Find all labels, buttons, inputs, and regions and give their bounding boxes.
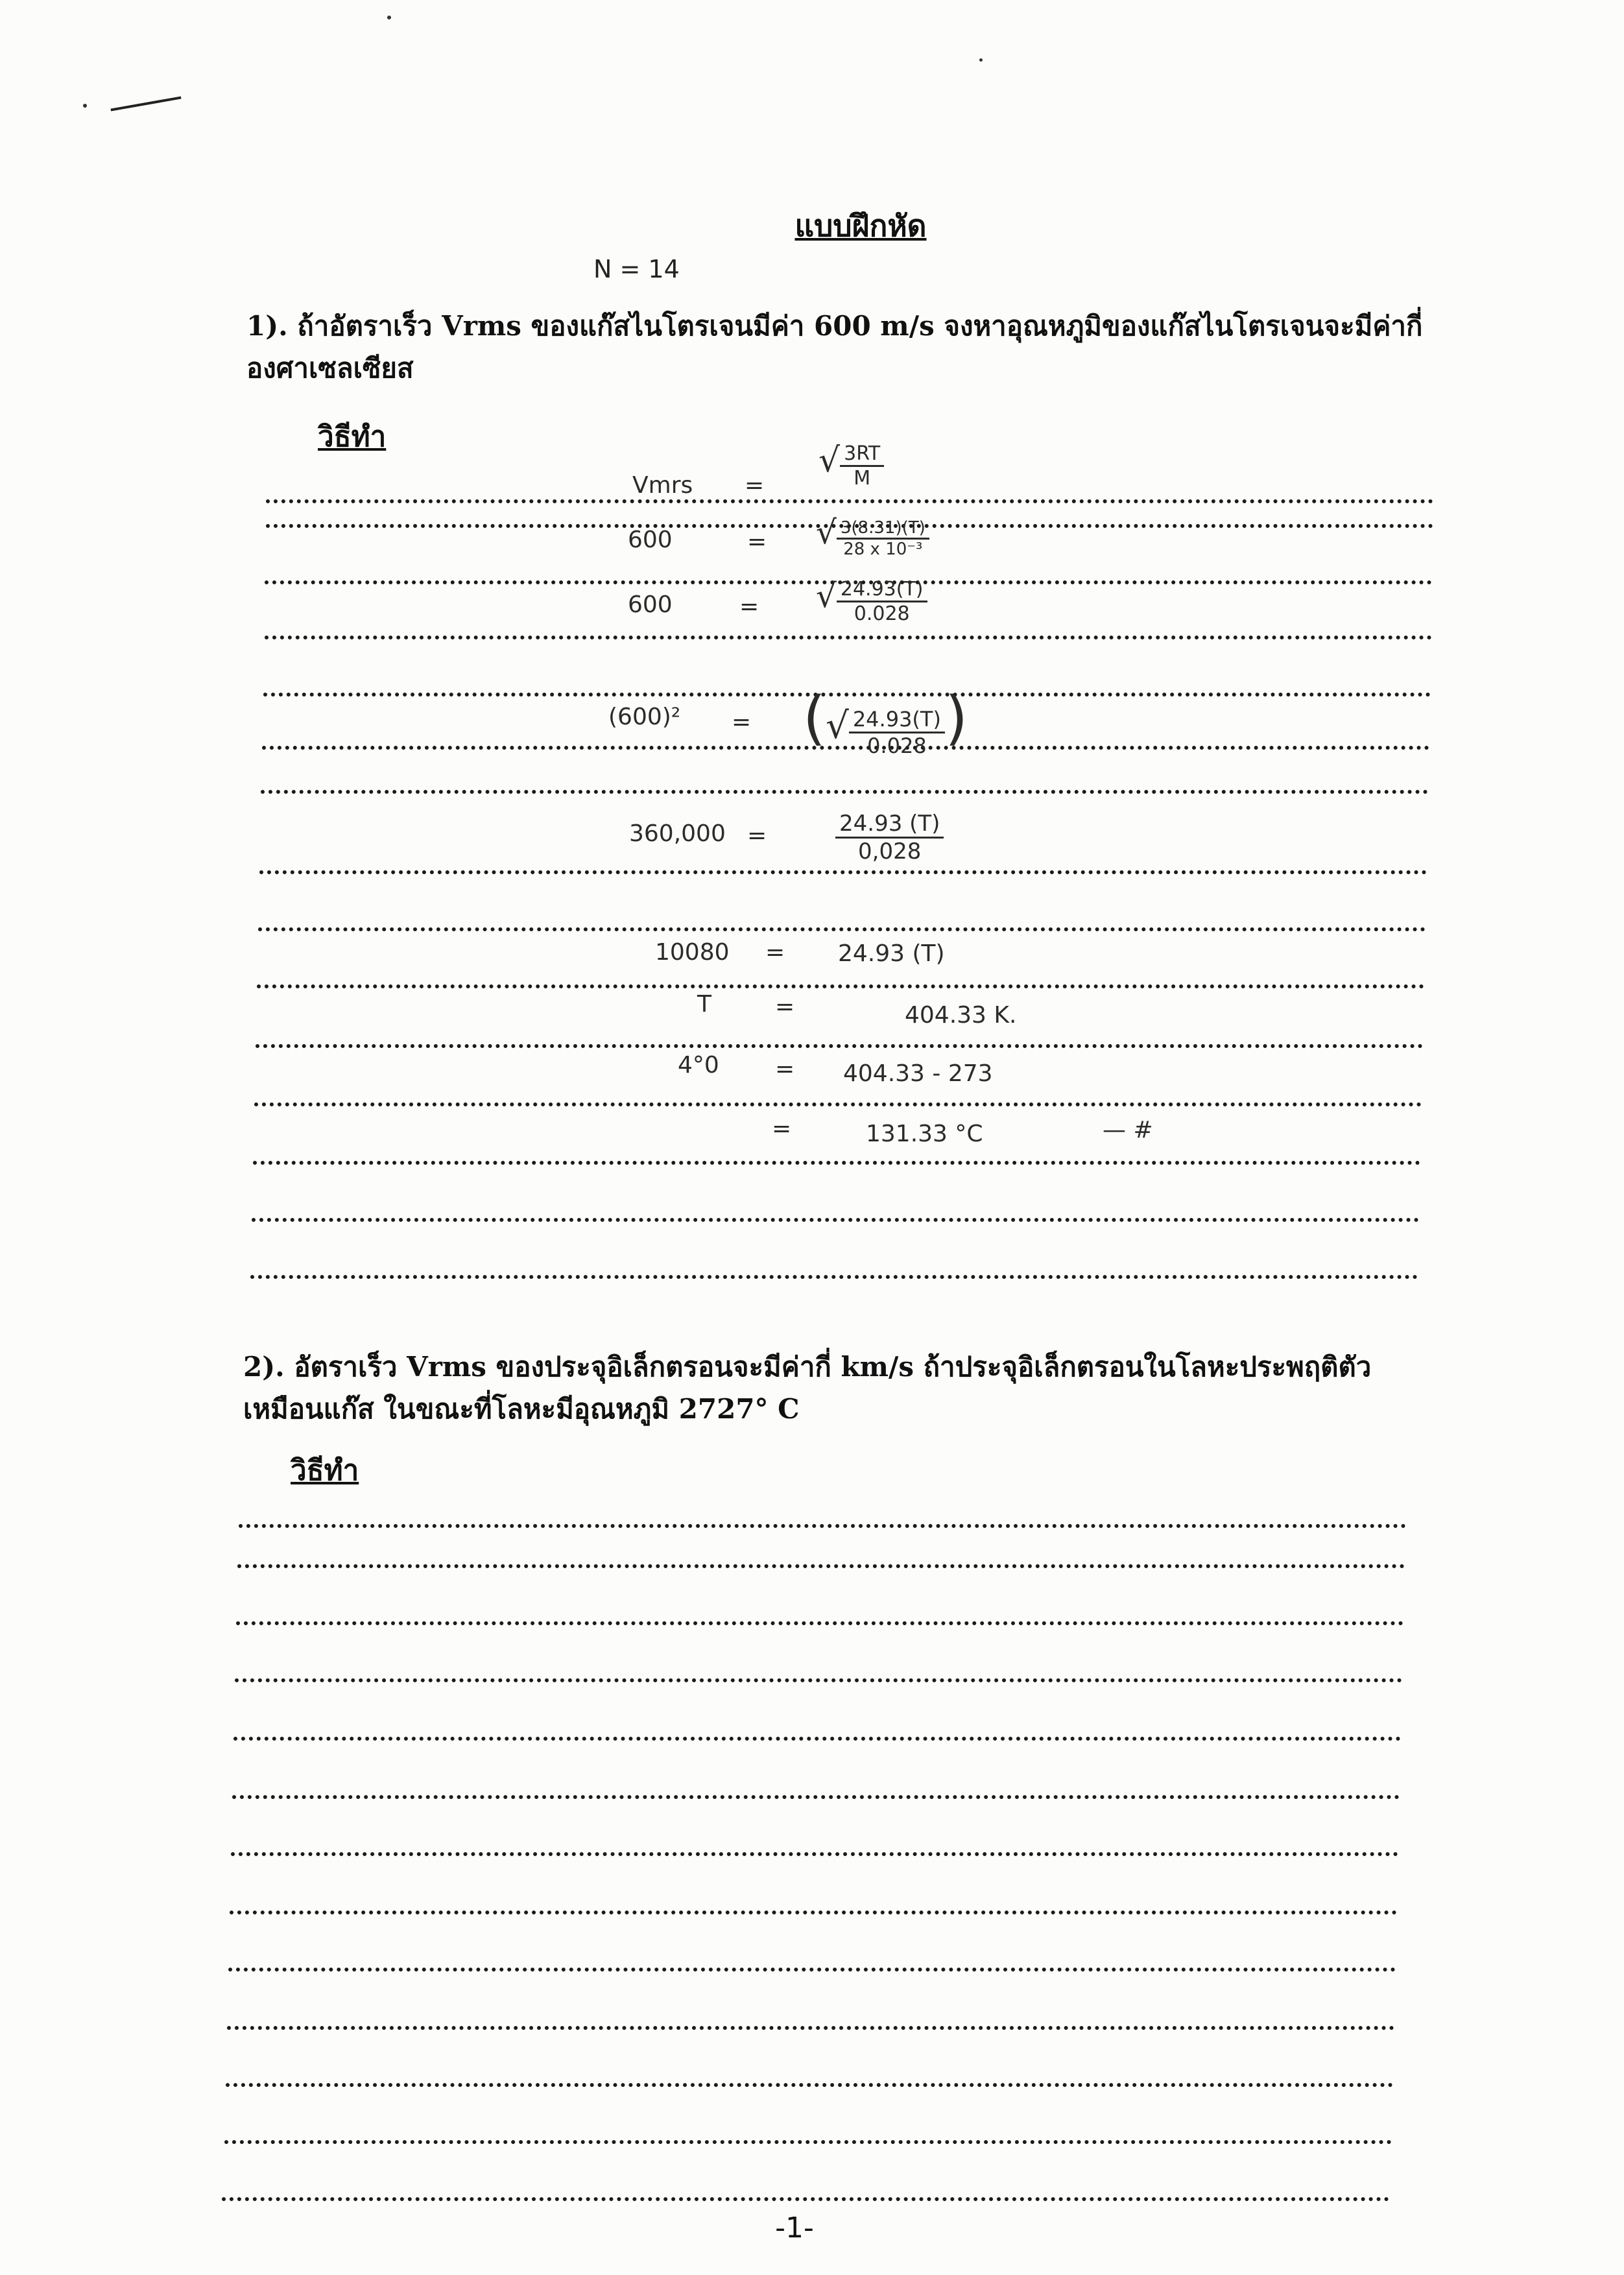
solution-line-6-eq: =	[765, 939, 785, 966]
question-2-method-label: วิธีทำ	[291, 1454, 359, 1487]
solution-line-8-lhs: 4°0	[678, 1052, 719, 1078]
solution-line-1-lhs: Vmrs	[632, 472, 693, 499]
fraction-denominator: M	[854, 467, 871, 490]
solution-line-7-eq: =	[775, 994, 795, 1020]
answer-line	[254, 1102, 1422, 1106]
fraction-numerator: 3(8.31)(T)	[837, 518, 929, 540]
solution-line-6-rhs: 24.93 (T)	[838, 940, 945, 967]
fraction-numerator: 24.93(T)	[837, 578, 927, 602]
solution-line-5-lhs: 360,000	[629, 820, 726, 847]
answer-line	[239, 1524, 1406, 1528]
solution-line-8-rhs: 404.33 - 273	[843, 1060, 993, 1087]
answer-line	[252, 1218, 1419, 1222]
solution-line-9-rhs: 131.33 °C	[866, 1121, 983, 1147]
answer-line	[232, 1795, 1400, 1799]
answer-line	[226, 2083, 1393, 2087]
answer-line	[230, 1911, 1397, 1914]
solution-line-6-lhs: 10080	[655, 939, 730, 966]
fraction-denominator: 28 x 10⁻³	[843, 540, 923, 559]
solution-line-1-rhs: √ $\frac{3RT}{M}$	[818, 441, 884, 490]
answer-line	[261, 790, 1428, 794]
worksheet-title: แบบฝึกหัด	[794, 208, 927, 243]
solution-line-2-lhs: 600	[628, 527, 673, 553]
answer-line	[258, 927, 1426, 931]
solution-line-7-rhs: 404.33 K.	[905, 1002, 1017, 1029]
answer-line	[256, 1044, 1423, 1048]
solution-line-4-lhs: (600)²	[608, 704, 681, 730]
solution-line-3-eq: =	[739, 593, 759, 620]
fraction-denominator: 0.028	[854, 602, 910, 625]
fraction-numerator: 24.93 (T)	[835, 811, 944, 839]
scan-speck	[979, 58, 983, 62]
fraction-numerator: 3RT	[840, 442, 884, 467]
solution-line-8-eq: =	[775, 1056, 795, 1082]
answer-line	[237, 1564, 1405, 1568]
scan-speck	[387, 16, 391, 19]
fraction-numerator: 24.93(T)	[849, 707, 945, 733]
answer-line	[224, 2140, 1392, 2144]
solution-line-3-rhs: √ $\frac{24.93(T)}{0.028}$	[816, 577, 927, 625]
answer-line	[235, 1678, 1402, 1682]
scan-speck	[83, 104, 87, 108]
answer-line	[259, 870, 1427, 874]
answer-line	[227, 2026, 1394, 2030]
answer-line	[250, 1275, 1418, 1279]
question-1-method-label: วิธีทำ	[318, 420, 387, 453]
answer-line	[253, 1161, 1420, 1165]
answer-line	[231, 1852, 1398, 1856]
solution-line-2-eq: =	[747, 529, 767, 555]
answer-line	[266, 499, 1433, 503]
answer-line	[228, 1968, 1396, 1971]
page-number: -1-	[775, 2211, 814, 2245]
question-2-text: 2). อัตราเร็ว Vrms ของประจุอิเล็กตรอนจะมีค่ากี่ km/s ถ้าประจุอิเล็กตรอนในโลหะประพฤติตัวเหมือนแก๊ส ในขณะที่โลหะมีอุณหภูมิ 2727° C	[243, 1351, 1372, 1425]
solution-line-5-eq: =	[747, 822, 767, 849]
fraction-denominator: 0,028	[858, 839, 922, 864]
answer-line	[257, 984, 1424, 988]
solution-line-1-eq: =	[745, 472, 765, 499]
solution-line-9-end-mark: — #	[1103, 1117, 1153, 1143]
solution-line-5-rhs	[835, 811, 944, 864]
question-1-text: 1). ถ้าอัตราเร็ว Vrms ของแก๊สไนโตรเจนมีค่า 600 m/s จงหาอุณหภูมิของแก๊สไนโตรเจนจะมีค่ากี่องศาเซลเซียส	[246, 310, 1423, 385]
solution-line-4-eq: =	[732, 709, 752, 735]
solution-line-9-eq: =	[772, 1115, 792, 1142]
answer-line	[265, 636, 1432, 639]
student-number: N = 14	[593, 255, 680, 283]
solution-line-3-lhs: 600	[628, 591, 673, 618]
answer-line	[236, 1621, 1403, 1625]
pen-mark	[110, 96, 181, 111]
answer-line	[222, 2197, 1389, 2201]
solution-line-2-rhs: √ $\frac{3(8.31)(T)}{\text{28 x 10⁻³}}$	[816, 514, 929, 559]
answer-line	[233, 1737, 1401, 1741]
solution-line-7-lhs: T	[697, 991, 711, 1018]
solution-line-4-rhs: (√ $\frac{24.93(T)}{0.028}$ )	[803, 684, 968, 758]
fraction-denominator: 0.028	[867, 733, 927, 758]
